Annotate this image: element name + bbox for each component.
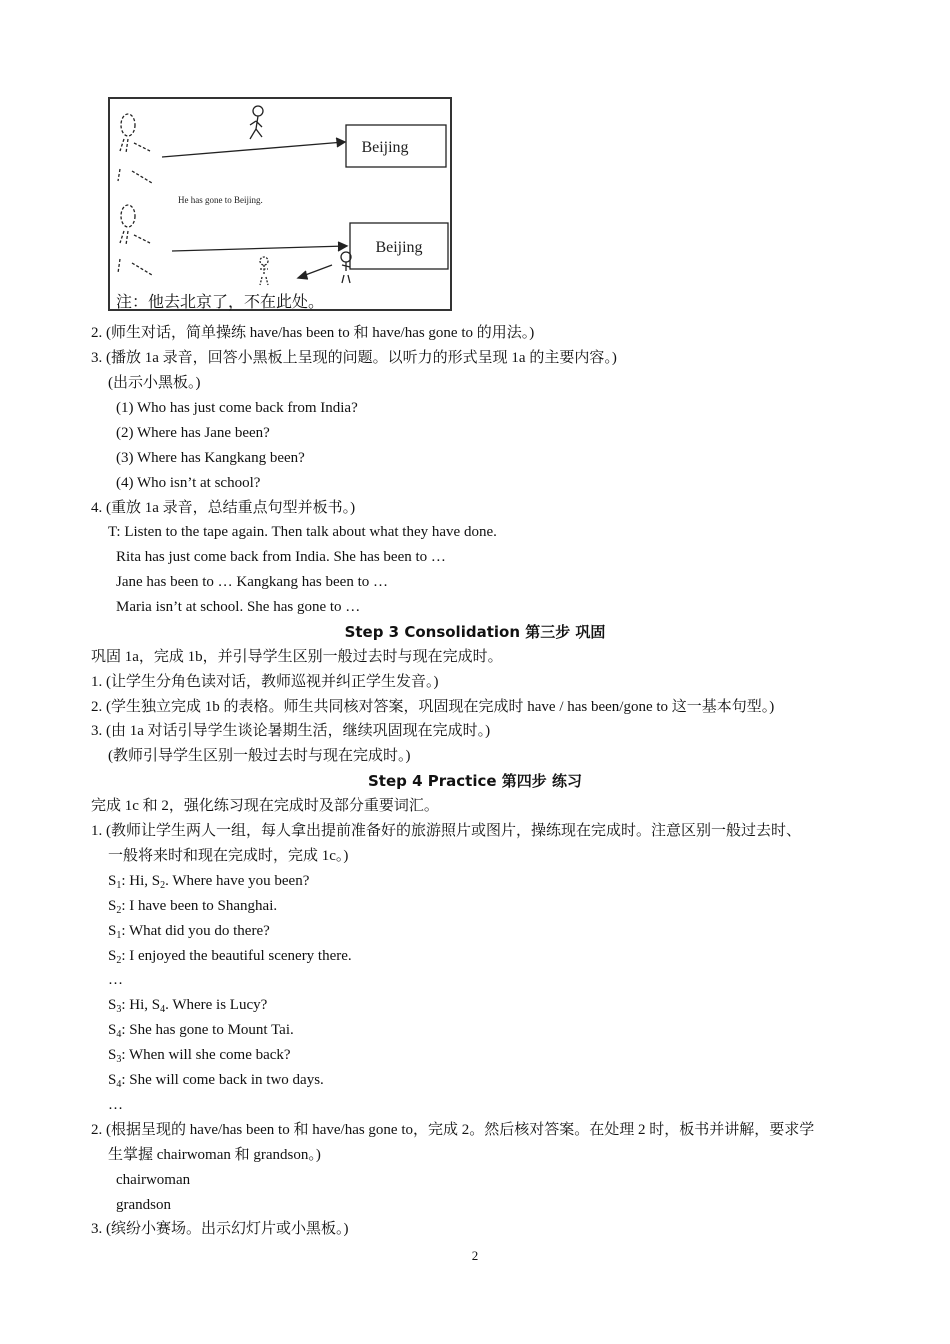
question-3: (3) Where has Kangkang been? [116, 450, 305, 466]
step4-item-3: 3. (缤纷小赛场。出示幻灯片或小黑板。) [91, 1221, 349, 1237]
dialogue-line: $S_3$: When will she come back? [108, 1047, 291, 1065]
step2-item-2: 2. (师生对话，简单操练 have/has been to 和 have/has gone to 的用法。) [91, 325, 535, 341]
stick-figure-diagram [110, 99, 454, 313]
dialogue-line: $S_2$: I enjoyed the beautiful scenery there. [108, 948, 352, 966]
teacher-line: T: Listen to the tape again. Then talk about what they have done. [108, 524, 497, 540]
question-1: (1) Who has just come back from India? [116, 400, 358, 416]
figure-caption: He has gone to Beijing. [178, 195, 263, 205]
step4-item-1-line-2: 一般将来时和现在完成时，完成 1c。) [108, 848, 349, 864]
box1-label: Beijing [361, 139, 409, 156]
dialogue-line: $S_4$: She will come back in two days. [108, 1072, 324, 1090]
dialogue-ellipsis: … [108, 972, 123, 988]
illustration-figure [108, 97, 452, 311]
question-2: (2) Where has Jane been? [116, 425, 270, 441]
question-4: (4) Who isn’t at school? [116, 475, 261, 491]
dialogue-ellipsis: … [108, 1097, 123, 1113]
step4-item-2-line-1: 2. (根据呈现的 have/has been to 和 have/has gone to，完成 2。然后核对答案。在处理 2 时，板书并讲解，要求学 [91, 1122, 815, 1138]
figure-note: 注：他去北京了，不在此处。 [116, 294, 325, 311]
dialogue-line: $S_1$: What did you do there? [108, 923, 270, 941]
dialogue-line: $S_4$: She has gone to Mount Tai. [108, 1022, 294, 1040]
dialogue-line: $S_3$: Hi, $S_4$. Where is Lucy? [108, 997, 268, 1015]
step3-item-3-note: (教师引导学生区别一般过去时与现在完成时。) [108, 748, 411, 764]
step3-item-3: 3. (由 1a 对话引导学生谈论暑期生活，继续巩固现在完成时。) [91, 723, 491, 739]
step2-item-3-note: (出示小黑板。) [108, 375, 201, 391]
step3-item-2: 2. (学生独立完成 1b 的表格。师生共同核对答案，巩固现在完成时 have / has been/gone to 这一基本句型。) [91, 699, 775, 715]
step4-item-2-line-2: 生掌握 chairwoman 和 grandson。) [108, 1147, 321, 1163]
step2-item-4: 4. (重放 1a 录音，总结重点句型并板书。) [91, 500, 356, 516]
summary-line-3: Maria isn’t at school. She has gone to … [116, 599, 361, 615]
step4-intro: 完成 1c 和 2，强化练习现在完成时及部分重要词汇。 [91, 798, 439, 814]
summary-line-2: Jane has been to … Kangkang has been to … [116, 574, 389, 590]
summary-line-1: Rita has just come back from India. She has been to … [116, 549, 446, 565]
step3-item-1: 1. (让学生分角色读对话，教师巡视并纠正学生发音。) [91, 674, 439, 690]
step4-heading: Step 4 Practice 第四步 练习 [368, 772, 582, 790]
step2-item-3: 3. (播放 1a 录音，回答小黑板上呈现的问题。以听力的形式呈现 1a 的主要内容。) [91, 350, 617, 366]
page-number: 2 [471, 1248, 479, 1263]
step3-intro: 巩固 1a，完成 1b，并引导学生区别一般过去时与现在完成时。 [91, 649, 503, 665]
step3-heading: Step 3 Consolidation 第三步 巩固 [344, 623, 606, 641]
dialogue-line: $S_1$: Hi, $S_2$. Where have you been? [108, 873, 310, 891]
box2-label: Beijing [375, 239, 423, 256]
dialogue-line: $S_2$: I have been to Shanghai. [108, 898, 278, 916]
step4-item-1-line-1: 1. (教师让学生两人一组，每人拿出提前准备好的旅游照片或图片，操练现在完成时。注意区别一般过去时、 [91, 823, 801, 839]
vocab-word: chairwoman [116, 1172, 191, 1188]
vocab-word: grandson [116, 1197, 171, 1213]
